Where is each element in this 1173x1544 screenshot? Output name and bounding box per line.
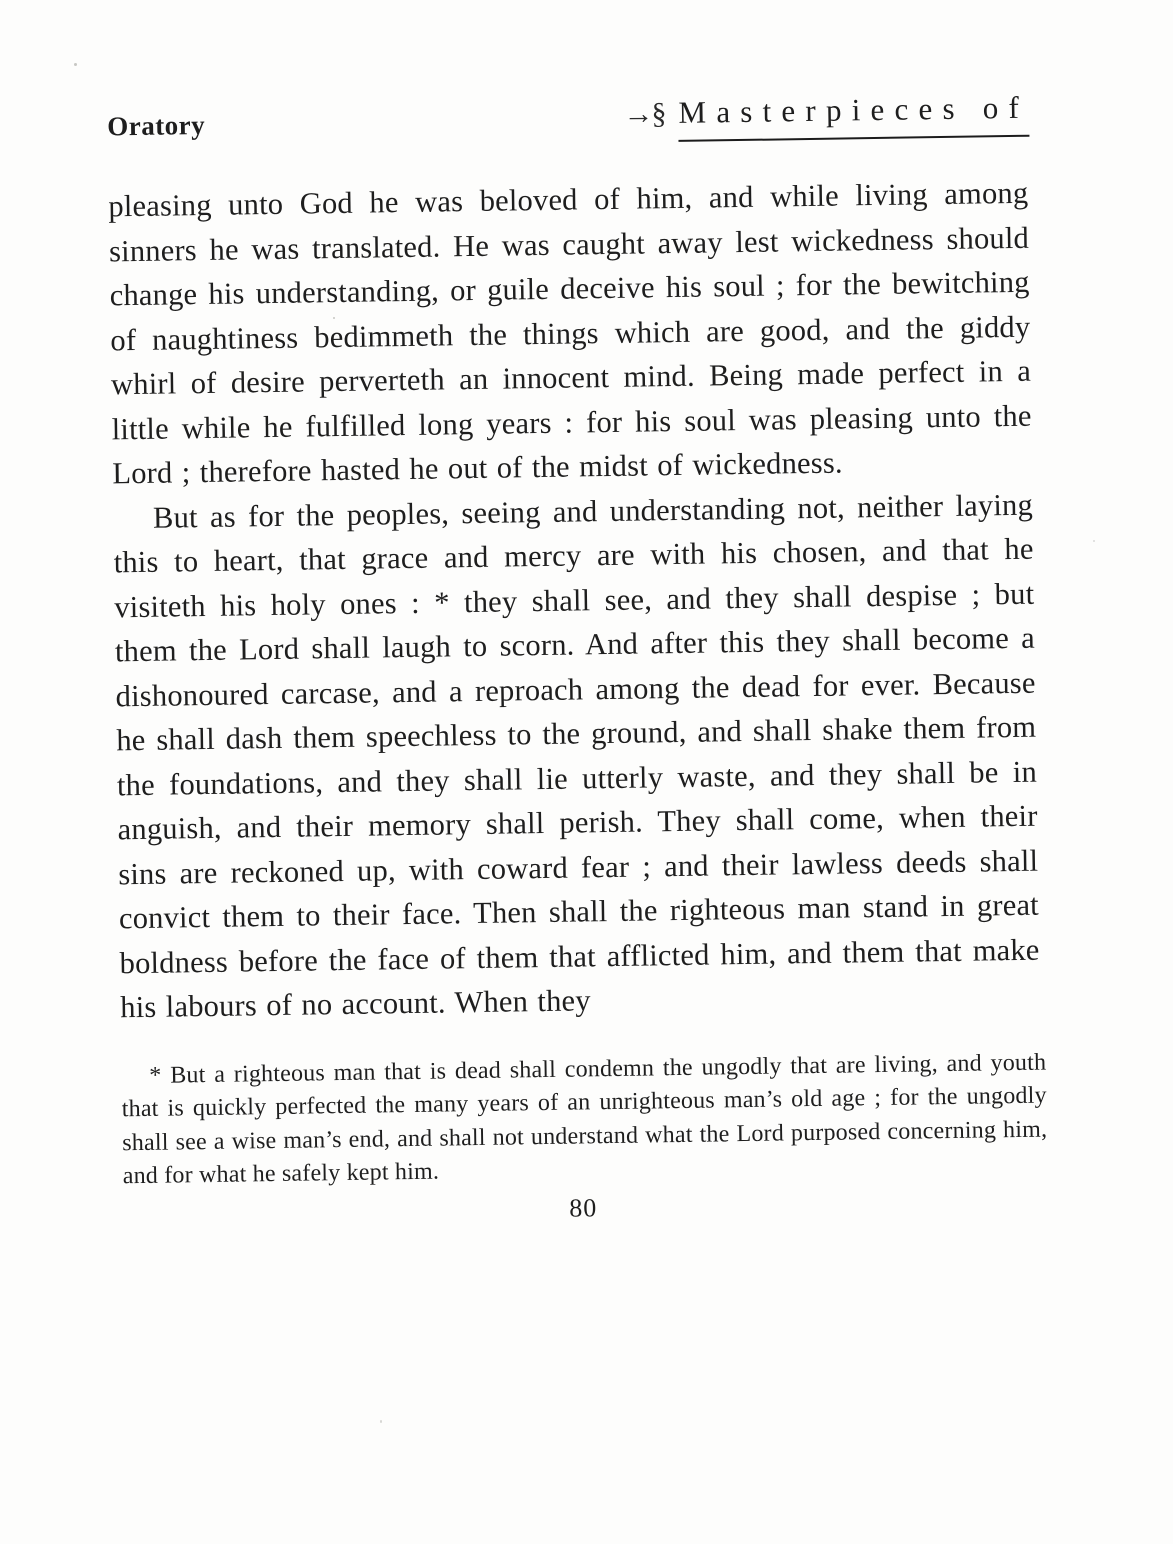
running-head-title-group (623, 90, 1029, 143)
running-head (107, 90, 1030, 151)
running-head-section: Oratory (106, 109, 206, 142)
fleuron-icon: →§ (623, 97, 665, 131)
running-head-book-title: Masterpieces of (678, 90, 1029, 142)
body-text (108, 171, 1040, 1030)
footnote: * But a righteous man that is dead shall condemn the ungodly that are living, and youth that is quickly perfected the many years of an unrighteous man’s old age ; for the ungodly shall see a wise man’s end, and shall not understand what the Lord purposed concerning him, and for what he safely kept him. (121, 1049, 1048, 1190)
page-number: 80 (569, 1192, 598, 1223)
paragraph: But as for the peoples, seeing and understanding not, neither laying this to heart, that grace and mercy are with his chosen, and that he visiteth his holy ones : * they shall see, and they shall despise ; but them the Lord shall laugh to scorn. And after this they shall become a dishonoured carcase, and a reproach among the dead for ever. Because he shall dash them speechless to the ground, and shall shake them from the foundations, and they shall lie utterly waste, and they shall be in anguish, and their memory shall perish. They shall come, when their sins are reckoned up, with coward fear ; and their lawless deeds shall convict them to their face. Then shall the righteous man stand in great boldness before the face of them that afflicted him, and them that make his labours of no account. When they (113, 487, 1040, 1025)
paragraph: pleasing unto God he was beloved of him, and while living among sinners he was translated. He was caught away lest wickedness should change his understanding, or guile deceive his soul ; for the bewitching of naughtiness bedimmeth the things which are good, and the giddy whirl of desire perverteth an innocent mind. Being made perfect in a little while he fulfilled long years : for his soul was pleasing unto the Lord ; therefore hasted he out of the midst of wickedness. (108, 175, 1032, 491)
